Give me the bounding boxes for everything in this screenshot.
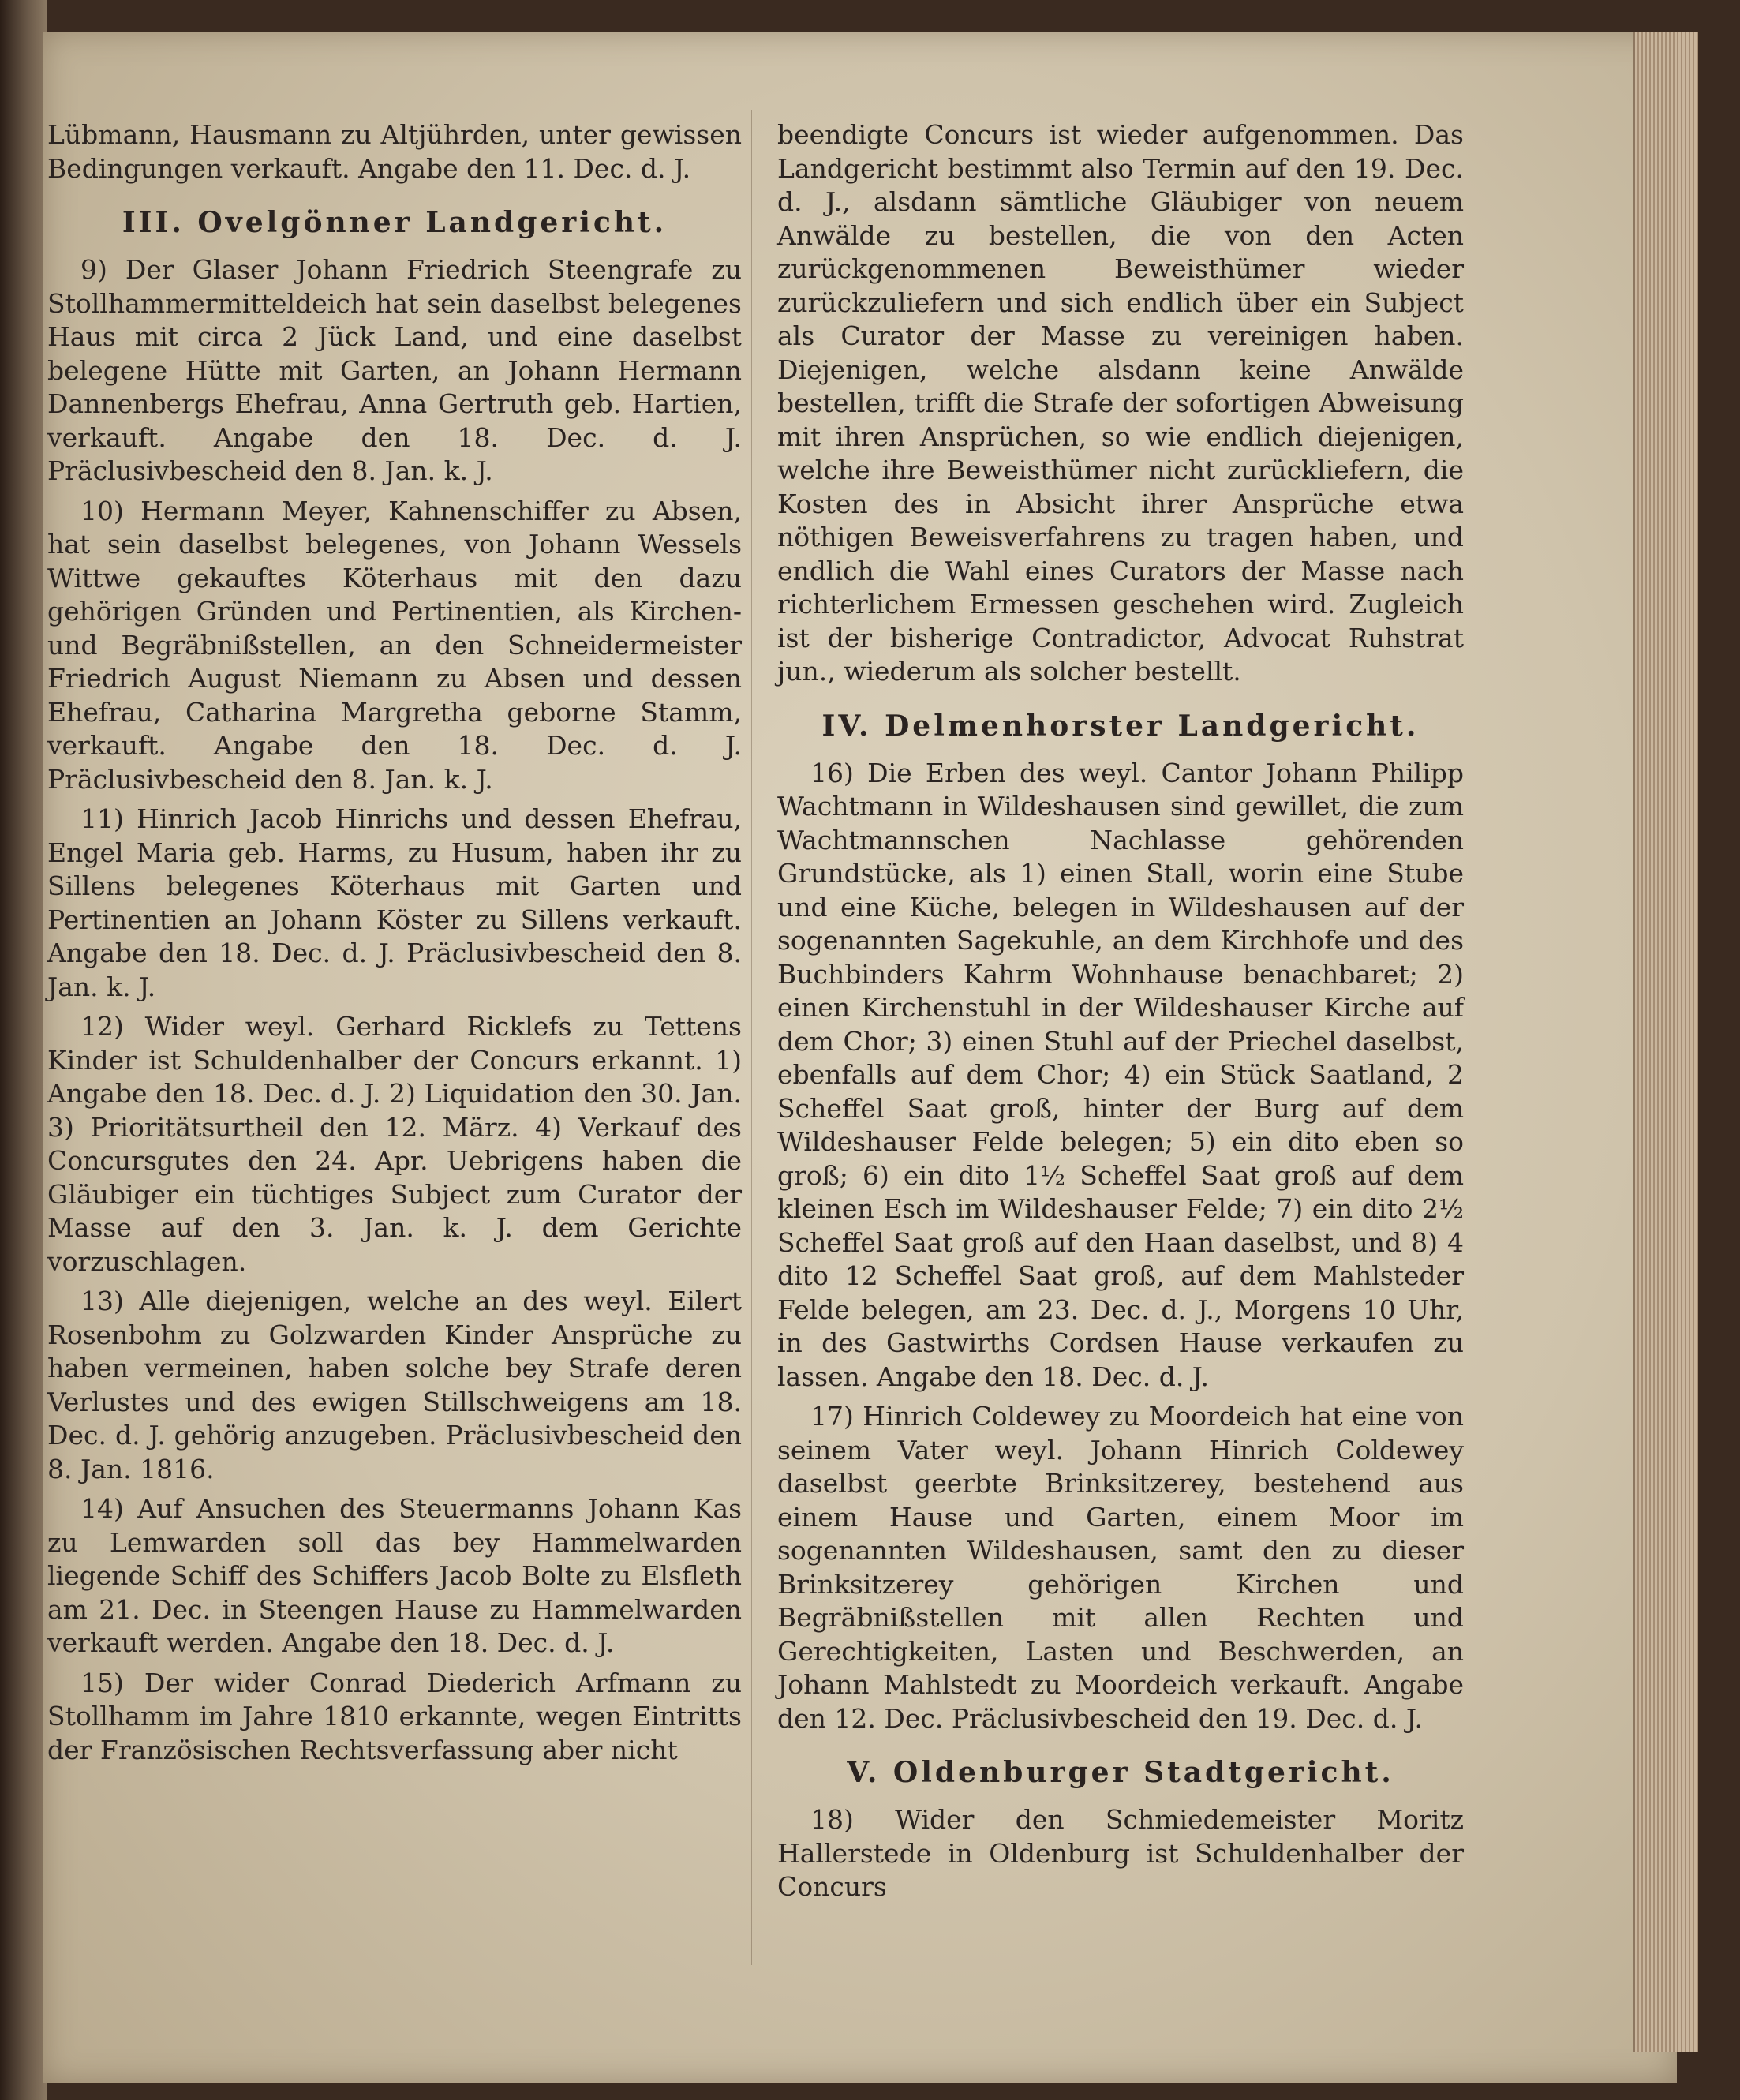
paragraph-13: 13) Alle diejenigen, welche an des weyl. Eilert Rosenbohm zu Golzwarden Kinder Ansprüche zu haben vermeinen, haben solche bey Strafe deren Verlustes und des ewigen Stillschweigens am 18. Dec. d. J. gehörig anzugeben. Präclusivbescheid den 8. Jan. 1816. (47, 1286, 742, 1484)
book-spine (0, 0, 47, 2100)
paragraph-17: 17) Hinrich Coldewey zu Moordeich hat eine von seinem Vater weyl. Johann Hinrich Coldewey daselbst geerbte Brinksitzerey, bestehend aus einem Hause und Garten, einem Moor im sogenannten Wildeshausen, samt den zu dieser Brinksitzerey gehörigen Kirchen und Begräbnißstellen mit allen Rechten und Gerechtigkeiten, Lasten und Beschwerden, an Johann Mahlstedt zu Moordeich verkauft. Angabe den 12. Dec. Präclusivbescheid den 19. Dec. d. J. (777, 1401, 1464, 1734)
paragraph-continuation: Lübmann, Hausmann zu Altjührden, unter gewissen Bedingungen verkauft. Angabe den 11. Dec. d. J. (47, 119, 742, 184)
section-heading-delmenhorst: IV. Delmenhorster Landgericht. (821, 709, 1420, 743)
section-heading-ovelgoenne: III. Ovelgönner Landgericht. (122, 206, 668, 239)
paragraph-continuation-right: beendigte Concurs ist wieder aufgenommen. Das Landgericht bestimmt also Termin auf den 19. Dec. d. J., alsdann sämtliche Gläubiger von neuem Anwälde zu bestellen, die von den Acten zurückgenommenen Beweisthümer wieder zurückzuliefern und sich endlich über ein Subject als Curator der Masse zu vereinigen haben. Diejenigen, welche alsdann keine Anwälde bestellen, trifft die Strafe der sofortigen Abweisung mit ihren Ansprüchen, so wie endlich diejenigen, welche ihre Beweisthümer nicht zurückliefern, die Kosten des in Absicht ihrer Ansprüche etwa nöthigen Beweisverfahrens zu tragen haben, und endlich die Wahl eines Curators der Masse nach richterlichem Ermessen geschehen wird. Zugleich ist der bisherige Contradictor, Advocat Ruhstrat jun., wiederum als solcher bestellt. (777, 119, 1464, 687)
paragraph-9: 9) Der Glaser Johann Friedrich Steengrafe zu Stollhammermitteldeich hat sein daselbst belegenes Haus mit circa 2 Jück Land, und eine daselbst belegene Hütte mit Garten, an Johann Hermann Dannenbergs Ehefrau, Anna Gertruth geb. Hartien, verkauft. Angabe den 18. Dec. d. J. Präclusivbescheid den 8. Jan. k. J. (47, 254, 742, 486)
paragraph-14: 14) Auf Ansuchen des Steuermanns Johann Kas zu Lemwarden soll das bey Hammelwarden liegende Schiff des Schiffers Jacob Bolte zu Elsfleth am 21. Dec. in Steengen Hause zu Hammelwarden verkauft werden. Angabe den 18. Dec. d. J. (47, 1493, 742, 1658)
right-column (777, 118, 1464, 1911)
page-edge-stack (1633, 32, 1698, 2052)
column-divider (751, 110, 752, 1965)
section-heading-oldenburg: V. Oldenburger Stadtgericht. (847, 1756, 1394, 1789)
paragraph-12: 12) Wider weyl. Gerhard Ricklefs zu Tettens Kinder ist Schuldenhalber der Concurs erkannt. 1) Angabe den 18. Dec. d. J. 2) Liquidation den 30. Jan. 3) Prioritätsurtheil den 12. März. 4) Verkauf des Concursgutes den 24. Apr. Uebrigens haben die Gläubiger ein tüchtiges Subject zum Curator der Masse auf den 3. Jan. k. J. dem Gerichte vorzuschlagen. (47, 1011, 742, 1277)
paragraph-11: 11) Hinrich Jacob Hinrichs und dessen Ehefrau, Engel Maria geb. Harms, zu Husum, haben ihr zu Sillens belegenes Köterhaus mit Garten und Pertinentien an Johann Köster zu Sillens verkauft. Angabe den 18. Dec. d. J. Präclusivbescheid den 8. Jan. k. J. (47, 803, 742, 1002)
paragraph-15: 15) Der wider Conrad Diederich Arfmann zu Stollhamm im Jahre 1810 erkannte, wegen Eintritts der Französischen Rechtsverfassung aber nicht (47, 1667, 742, 1765)
paragraph-10: 10) Hermann Meyer, Kahnenschiffer zu Absen, hat sein daselbst belegenes, von Johann Wessels Wittwe gekauftes Köterhaus mit den dazu gehörigen Gründen und Pertinentien, als Kirchen- und Begräbnißstellen, an den Schneidermeister Friedrich August Niemann zu Absen und dessen Ehefrau, Catharina Margretha geborne Stamm, verkauft. Angabe den 18. Dec. d. J. Präclusivbescheid den 8. Jan. k. J. (47, 495, 742, 795)
paragraph-16: 16) Die Erben des weyl. Cantor Johann Philipp Wachtmann in Wildeshausen sind gewillet, die zum Wachtmannschen Nachlasse gehörenden Grundstücke, als 1) einen Stall, worin eine Stube und eine Küche, belegen in Wildeshausen auf der sogenannten Sagekuhle, an dem Kirchhofe und des Buchbinders Kahrm Wohnhause benachbaret; 2) einen Kirchenstuhl in der Wildeshauser Kirche auf dem Chor; 3) einen Stuhl auf der Priechel daselbst, ebenfalls auf dem Chor; 4) ein Stück Saatland, 2 Scheffel Saat groß, hinter der Burg auf dem Wildeshauser Felde belegen; 5) ein dito eben so groß; 6) ein dito 1½ Scheffel Saat groß auf dem kleinen Esch im Wildeshauser Felde; 7) ein dito 2½ Scheffel Saat groß auf den Haan daselbst, und 8) 4 dito 12 Scheffel Saat groß, auf dem Mahlsteder Felde belegen, am 23. Dec. d. J., Morgens 10 Uhr, in des Gastwirths Cordsen Hause verkaufen zu lassen. Angabe den 18. Dec. d. J. (777, 757, 1464, 1392)
left-column (47, 118, 742, 1773)
paragraph-18: 18) Wider den Schmiedemeister Moritz Hallerstede in Oldenburg ist Schuldenhalber der Concurs (777, 1804, 1464, 1902)
